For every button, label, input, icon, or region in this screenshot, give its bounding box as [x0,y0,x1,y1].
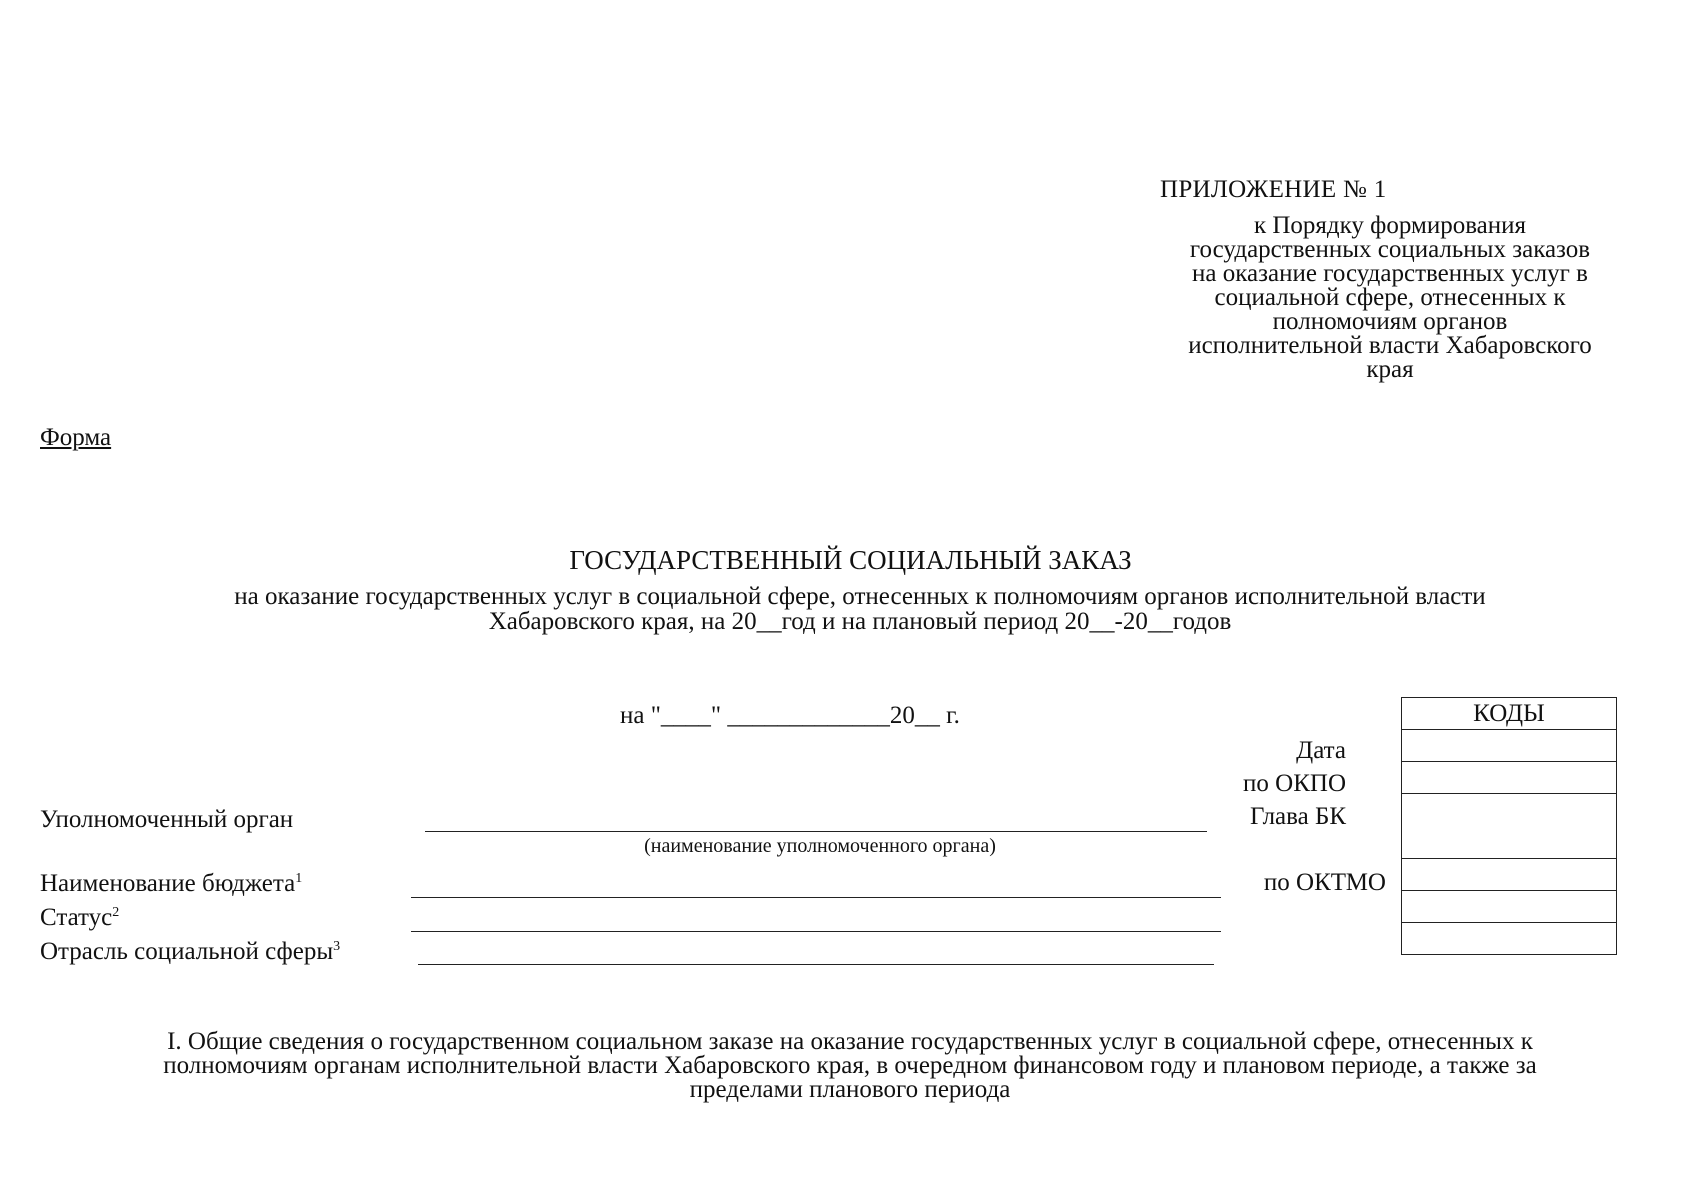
appendix-line: полномочиям органов [1272,308,1508,335]
authorized-body-hint: (наименование уполномоченного органа) [644,835,996,857]
document-title: ГОСУДАРСТВЕННЫЙ СОЦИАЛЬНЫЙ ЗАКАЗ [569,545,1132,575]
codes-row-sector [1402,923,1617,955]
code-label-glava-bk: Глава БК [1250,803,1346,830]
social-sector-line[interactable] [418,964,1214,965]
appendix-line: государственных социальных заказов [1189,236,1591,263]
appendix-line: к Порядку формирования [1253,212,1527,239]
social-sector-text: Отрасль социальной сферы [40,938,334,965]
section-heading-line: I. Общие сведения о государственном социальном заказе на оказание государственных услуг в социальной сфере, отнесенных к [167,1028,1533,1055]
form-label: Форма [40,424,112,451]
code-cell-date[interactable] [1402,730,1617,762]
budget-name-text: Наименование бюджета [40,870,296,897]
code-cell-sector[interactable] [1402,923,1617,955]
appendix-line: социальной сфере, отнесенных к [1214,284,1566,311]
appendix-reference [1150,214,1630,382]
codes-row-oktmo [1402,859,1617,891]
section-heading [40,1030,1660,1102]
authorized-body-label: Уполномоченный орган [40,806,294,833]
code-cell-status[interactable] [1402,891,1617,923]
footnote-marker: 1 [295,871,303,886]
authorized-body-line[interactable] [425,831,1207,832]
code-label-date: Дата [1296,737,1346,764]
subtitle-line: на оказание государственных услуг в социальной сфере, отнесенных к полномочиям органов исполнительной власти [234,583,1486,610]
status-text: Статус [40,904,113,931]
status-label [40,904,119,932]
codes-header-row [1402,698,1617,730]
subtitle-line: Хабаровского края, на 20__год и на плановый период 20__-20__годов [488,608,1232,635]
appendix-line: исполнительной власти Хабаровского [1188,332,1592,359]
codes-row-okpo [1402,762,1617,794]
code-cell-okpo[interactable] [1402,762,1617,794]
document-subtitle [100,584,1620,634]
footnote-marker: 3 [333,939,341,954]
social-sector-label [40,938,340,966]
status-line[interactable] [411,931,1221,932]
budget-name-line[interactable] [411,897,1221,898]
footnote-marker: 2 [112,905,120,920]
codes-row-status [1402,891,1617,923]
code-label-oktmo: по ОКТМО [1263,869,1386,896]
appendix-title: ПРИЛОЖЕНИЕ № 1 [1160,176,1387,203]
codes-row-glava-bk [1402,794,1617,859]
appendix-line: на оказание государственных услуг в [1192,260,1588,287]
section-heading-line: полномочиям органам исполнительной власти Хабаровского края, в очередном финансовом году и плановом периоде, а также за [163,1052,1537,1079]
codes-table [1401,697,1617,955]
code-cell-glava-bk[interactable] [1402,794,1617,859]
appendix-line: края [1366,356,1414,383]
budget-name-label [40,870,302,898]
order-date-line: на "____" _____________20__ г. [620,702,960,729]
code-label-okpo: по ОКПО [1243,770,1346,797]
codes-row-date [1402,730,1617,762]
code-cell-oktmo[interactable] [1402,859,1617,891]
codes-header: КОДЫ [1402,698,1617,730]
section-heading-line: пределами планового периода [689,1076,1011,1103]
